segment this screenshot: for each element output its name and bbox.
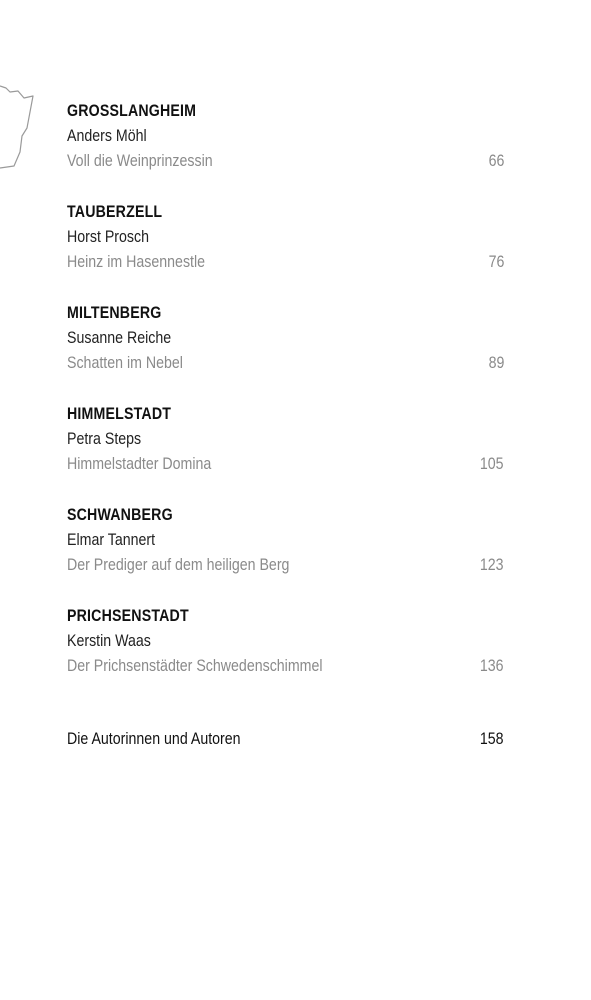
- author-name: Petra Steps: [67, 430, 142, 448]
- authors-appendix-entry[interactable]: [67, 727, 504, 752]
- town-heading: GROSSLANGHEIM: [67, 102, 197, 120]
- town-heading: PRICHSENSTADT: [67, 607, 189, 625]
- author-name: Horst Prosch: [67, 228, 150, 246]
- town-heading: SCHWANBERG: [67, 506, 173, 524]
- story-title: Schatten im Nebel: [67, 354, 183, 372]
- story-title: Heinz im Hasennestle: [67, 253, 206, 271]
- author-name: Elmar Tannert: [67, 531, 156, 549]
- author-name: Kerstin Waas: [67, 632, 151, 650]
- story-title: Der Prichsenstädter Schwedenschimmel: [67, 657, 323, 675]
- appendix-title: Die Autorinnen und Autoren: [67, 730, 241, 748]
- page-number: 66: [488, 152, 504, 170]
- story-title: Der Prediger auf dem heiligen Berg: [67, 556, 290, 574]
- author-name: Anders Möhl: [67, 127, 147, 145]
- toc-entry[interactable]: [67, 503, 504, 604]
- story-title: Voll die Weinprinzessin: [67, 152, 213, 170]
- toc-entry[interactable]: [67, 604, 504, 705]
- page-number: 123: [480, 556, 504, 574]
- town-heading: MILTENBERG: [67, 304, 162, 322]
- page-number: 136: [480, 657, 504, 675]
- page-number: 105: [480, 455, 504, 473]
- toc-entry[interactable]: [67, 200, 504, 301]
- table-of-contents: [67, 99, 504, 705]
- town-heading: TAUBERZELL: [67, 203, 163, 221]
- region-map-outline-icon: [0, 78, 36, 170]
- author-name: Susanne Reiche: [67, 329, 172, 347]
- story-title: Himmelstadter Domina: [67, 455, 212, 473]
- toc-entry[interactable]: [67, 402, 504, 503]
- page-number: 89: [488, 354, 504, 372]
- toc-entry[interactable]: [67, 99, 504, 200]
- toc-entry[interactable]: [67, 301, 504, 402]
- appendix-page-number: 158: [480, 730, 504, 748]
- town-heading: HIMMELSTADT: [67, 405, 172, 423]
- page-number: 76: [488, 253, 504, 271]
